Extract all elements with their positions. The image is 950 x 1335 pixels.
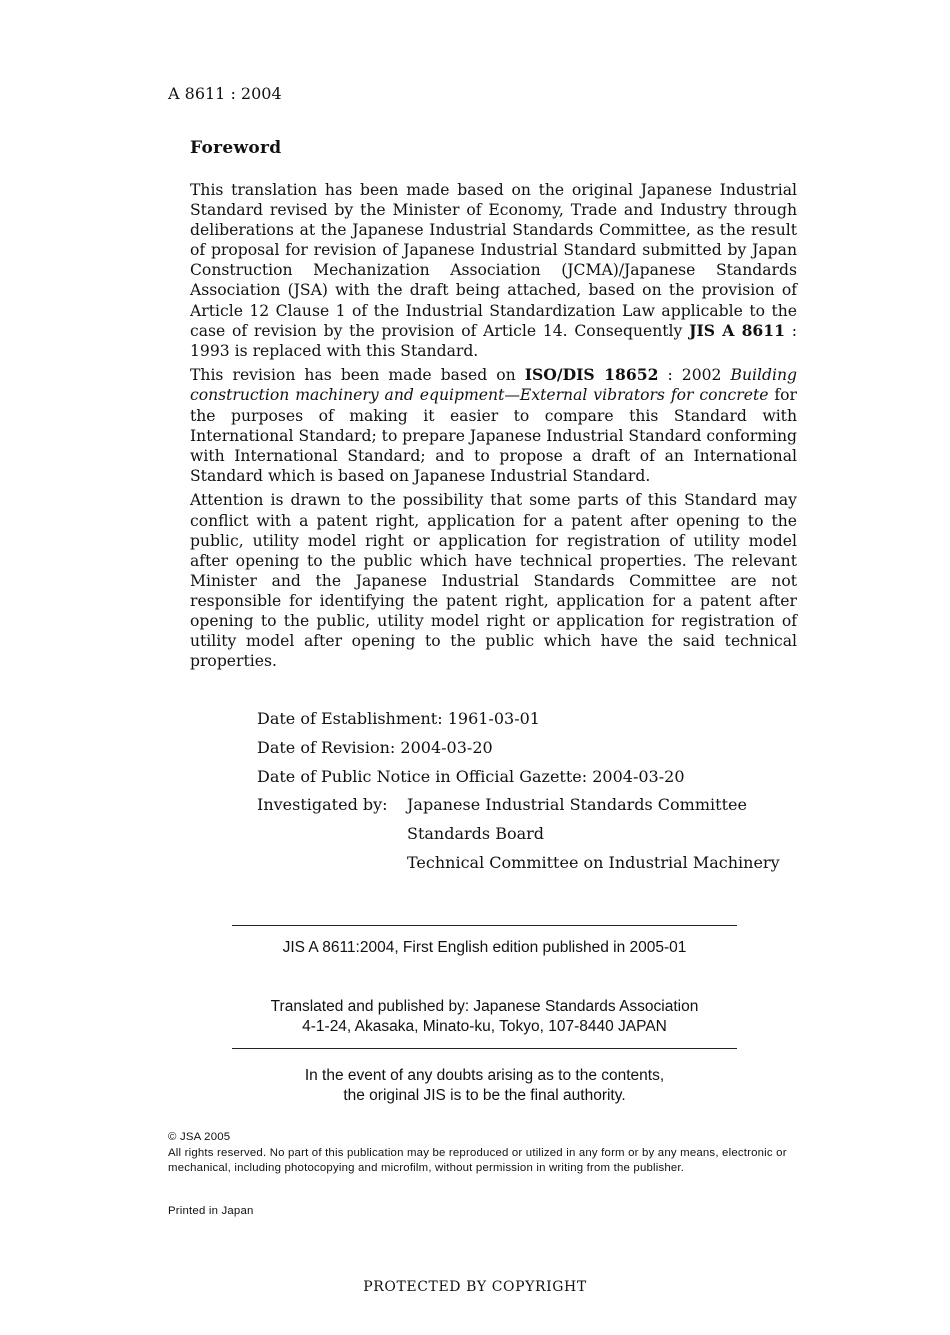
divider-top	[232, 925, 737, 926]
foreword-paragraph-1	[190, 180, 797, 361]
paragraph-text: This translation has been made based on the original Japanese Industrial Standard revised by the Minister of Economy, Trade and Industry through deliberations at the Japanese Industrial Standards Committee, as the result of proposal for revision of Japanese Industrial Standard submitted by Japan Construction Mechanization Association (JCMA)/Japanese Standards Association (JSA) with the draft being attached, based on the provision of Article 12 Clause 1 of the Industrial Standardization Law applicable to the case of revision by the provision of Article 14. Consequently	[190, 181, 797, 340]
document-id: A 8611 : 2004	[168, 84, 282, 103]
edition-info: JIS A 8611:2004, First English edition published in 2005-01	[282, 939, 687, 956]
notice-date: 2004-03-20	[592, 766, 685, 786]
iso-reference: ISO/DIS 18652	[524, 365, 659, 385]
establishment-label: Date of Establishment:	[257, 709, 443, 728]
investigated-committee: Japanese Industrial Standards Committee	[407, 795, 747, 815]
iso-title: Building construction machinery and equipment—External vibrators for concrete	[190, 366, 797, 405]
investigated-technical-row	[257, 849, 780, 878]
publisher-address: 4-1-24, Akasaka, Minato-ku, Tokyo, 107-8440 JAPAN	[302, 1018, 667, 1035]
standard-reference: JIS A 8611	[689, 320, 785, 340]
foreword-body	[190, 180, 797, 676]
paragraph-text: This revision has been made based on	[190, 366, 525, 385]
investigated-row	[257, 791, 780, 820]
notice-row	[257, 763, 780, 792]
paragraph-text: : 1993 is replaced with this Standard.	[190, 321, 797, 360]
establishment-row	[257, 705, 780, 734]
copyright-notice: © JSA 2005	[168, 1131, 231, 1143]
dates-block	[257, 705, 780, 878]
notice-label: Date of Public Notice in Official Gazette:	[257, 766, 588, 786]
establishment-date: 1961-03-01	[447, 709, 540, 728]
rights-statement: All rights reserved. No part of this publication may be reproduced or utilized in any form or by any means, electronic or mechanical, including photocopying and microfilm, without permission in writing from the publisher.	[168, 1146, 787, 1175]
authority-note	[232, 1066, 737, 1106]
copyright-block	[168, 1130, 798, 1177]
foreword-paragraph-2	[190, 365, 797, 486]
divider-bottom	[232, 1048, 737, 1049]
publisher-info	[232, 997, 737, 1037]
revision-date: 2004-03-20	[400, 737, 493, 757]
authority-line-2: the original JIS is to be the final authority.	[343, 1087, 626, 1104]
revision-row	[257, 734, 780, 763]
investigated-technical-committee: Technical Committee on Industrial Machinery	[407, 852, 780, 872]
paragraph-text: for the purposes of making it easier to compare this Standard with International Standard; to prepare Japanese Industrial Standard conforming with International Standard; and to propose a draft of an International Standard which is based on Japanese Industrial Standard.	[190, 386, 797, 485]
printed-in: Printed in Japan	[168, 1205, 254, 1217]
paragraph-text: : 2002	[658, 366, 731, 385]
revision-label: Date of Revision:	[257, 737, 396, 757]
publisher-line: Translated and published by: Japanese Standards Association	[270, 998, 699, 1015]
protected-footer: PROTECTED BY COPYRIGHT	[363, 1279, 587, 1295]
investigated-board: Standards Board	[407, 824, 545, 844]
investigated-label: Investigated by:	[257, 795, 388, 815]
foreword-paragraph-3: Attention is drawn to the possibility that some parts of this Standard may conflict with a patent right, application for a patent after opening to the public, utility model right or application for registration of utility model after opening to the public which have technical properties. The relevant Minister and the Japanese Industrial Standards Committee are not responsible for identifying the patent right, application for a patent after opening to the public, utility model right or application for registration of utility model after opening to the public which have the said technical properties.	[190, 491, 797, 671]
foreword-heading: Foreword	[190, 138, 282, 158]
authority-line-1: In the event of any doubts arising as to the contents,	[304, 1067, 665, 1084]
investigated-board-row	[257, 820, 780, 849]
